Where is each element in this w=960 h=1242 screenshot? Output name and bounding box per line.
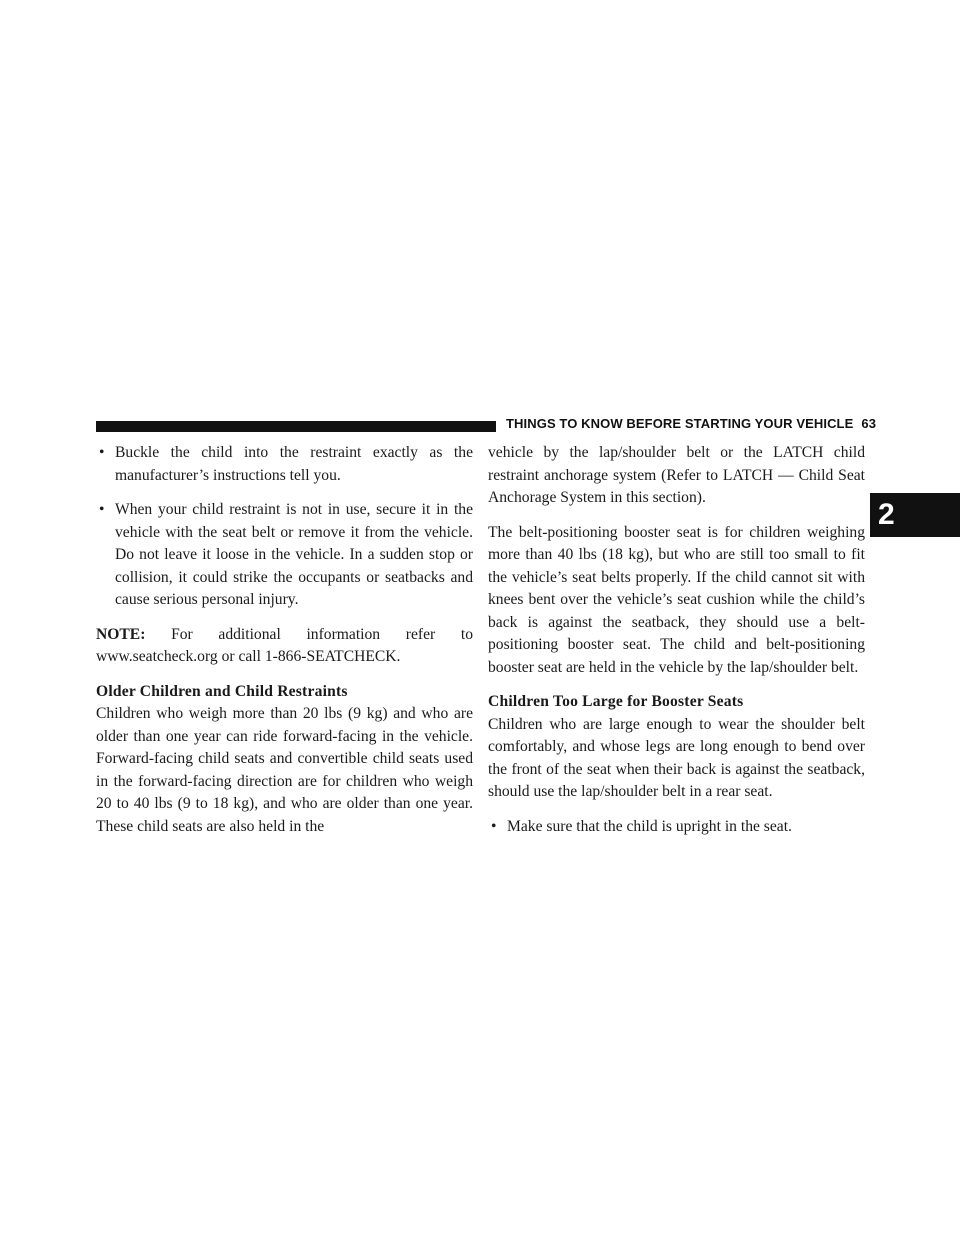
bullet-text: Buckle the child into the restraint exactly as the manufacturer’s instructions tell you. bbox=[115, 444, 473, 484]
body-paragraph: Children who weigh more than 20 lbs (9 kg) and who are older than one year can ride forward-facing in the vehicle. Forward-facing child seats and convertible child seats used in the forward-facing direction are for children who weigh 20 to 40 lbs (9 to 18 kg), and who are older than one year. These child seats are also held in the bbox=[96, 705, 473, 835]
note-text: For additional information refer to bbox=[171, 625, 473, 643]
bullet-dot: • bbox=[99, 501, 105, 518]
page-number: 63 bbox=[861, 416, 877, 431]
section-heading: Older Children and Child Restraints bbox=[96, 682, 348, 700]
bullet-item bbox=[96, 442, 473, 487]
bullet-item bbox=[488, 816, 865, 839]
running-header bbox=[506, 416, 877, 431]
header-rule bbox=[96, 421, 496, 432]
bullet-dot: • bbox=[491, 817, 497, 835]
body-paragraph: vehicle by the lap/shoulder belt or the LATCH child restraint anchorage system (Refer to LATCH — Child Seat Anchorage System in this section). bbox=[488, 444, 865, 506]
bullet-item bbox=[96, 499, 473, 612]
body-paragraph: Children who are large enough to wear the shoulder belt comfortably, and whose legs are long enough to bend over the front of the seat when their back is against the seatback, should use the lap/shoulder belt in a rear seat. bbox=[488, 715, 865, 800]
bullet-text: Make sure that the child is upright in the seat. bbox=[507, 817, 792, 835]
bullet-dot: • bbox=[99, 444, 105, 461]
right-column bbox=[488, 442, 865, 850]
chapter-tab: 2 bbox=[870, 493, 960, 537]
note-label: NOTE: bbox=[96, 625, 146, 643]
note-link-line: www.seatcheck.org or call 1-866-SEATCHECK. bbox=[96, 648, 401, 665]
section-heading: Children Too Large for Booster Seats bbox=[488, 693, 744, 710]
left-column bbox=[96, 442, 473, 850]
section-title: THINGS TO KNOW BEFORE STARTING YOUR VEHICLE bbox=[506, 416, 854, 431]
bullet-text: When your child restraint is not in use, secure it in the vehicle with the seat belt or remove it from the vehicle. Do not leave it loose in the vehicle. In a sudden stop or collision, it could strike the occupants or seatbacks and cause serious personal injury. bbox=[115, 501, 473, 608]
body-paragraph: The belt-positioning booster seat is for children weighing more than 40 lbs (18 kg), but who are still too small to fit the vehicle’s seat belts properly. If the child cannot sit with knees bent over the vehicle’s seat cushion while the child’s back is against the seatback, they should use a belt-positioning booster seat. The child and belt-positioning booster seat are held in the vehicle by the lap/shoulder belt. bbox=[488, 523, 865, 676]
note-line bbox=[96, 624, 473, 647]
